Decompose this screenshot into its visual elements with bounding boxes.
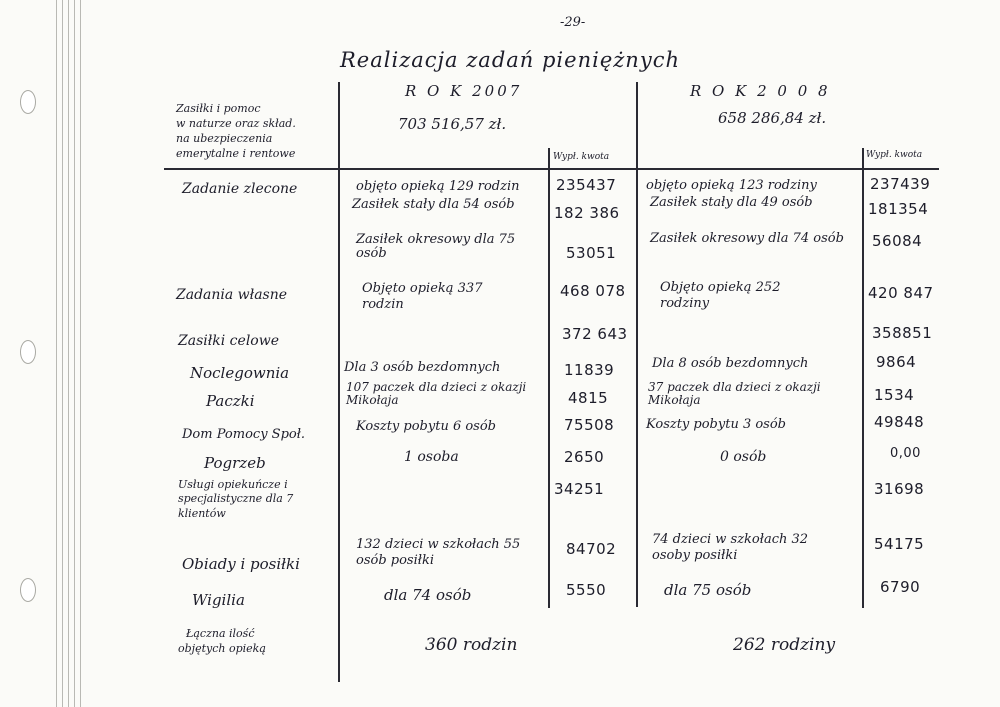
column-divider bbox=[636, 82, 638, 607]
row-amount-2007: 4815 bbox=[568, 389, 609, 407]
amount-column-header: Wypł. kwota bbox=[553, 152, 610, 162]
row-desc-2008: 0 osób bbox=[720, 449, 767, 465]
row-amount-2007: 53051 bbox=[566, 244, 617, 262]
row-amount-2008: 9864 bbox=[876, 353, 917, 371]
row-desc-2007: dla 74 osób bbox=[384, 586, 472, 604]
row-desc-2007: Koszty pobytu 6 osób bbox=[356, 419, 497, 434]
row-desc-2008: objęto opieką 123 rodziny bbox=[646, 178, 817, 193]
row-amount-2008: 181354 bbox=[868, 200, 929, 218]
row-desc-2007: 132 dzieci w szkołach 55 osób posiłki bbox=[356, 537, 521, 569]
row-desc-2008: 74 dzieci w szkołach 32 osoby posiłki bbox=[652, 532, 809, 564]
row-desc-2008: 37 paczek dla dzieci z okazji Mikołaja bbox=[648, 380, 821, 408]
row-amount-2008: 56084 bbox=[872, 232, 923, 250]
year-2008-heading: R O K 2 0 0 8 bbox=[690, 82, 831, 100]
row-amount-2007: 75508 bbox=[564, 416, 615, 434]
column-divider bbox=[862, 148, 864, 608]
row-label: Pogrzeb bbox=[204, 454, 266, 472]
total-2007: 703 516,57 zł. bbox=[398, 115, 507, 133]
row-desc-2007: Objęto opieką 337 rodzin bbox=[362, 281, 483, 312]
column-divider bbox=[548, 148, 550, 608]
header-label-line: w naturze oraz skład. bbox=[176, 117, 296, 130]
amount-column-header: Wypł. kwota bbox=[866, 150, 923, 160]
header-label-line: na ubezpieczenia bbox=[176, 132, 273, 145]
row-desc-2008: dla 75 osób bbox=[664, 581, 752, 599]
footer-label-line: Łączna ilość bbox=[186, 627, 255, 640]
row-label: Zadania własne bbox=[176, 287, 288, 303]
column-divider bbox=[338, 82, 340, 682]
margin-line bbox=[68, 0, 69, 707]
header-label-line: Zasiłki i pomoc bbox=[176, 102, 261, 115]
year-2007-heading: R O K 2007 bbox=[405, 82, 523, 100]
row-desc-2008: Zasiłek okresowy dla 74 osób bbox=[650, 231, 844, 246]
row-amount-2007: 11839 bbox=[564, 361, 615, 379]
header-label-line: emerytalne i rentowe bbox=[176, 147, 296, 160]
row-amount-2008: 358851 bbox=[872, 324, 933, 342]
row-desc-2007: Dla 3 osób bezdomnych bbox=[344, 360, 501, 375]
punch-hole bbox=[20, 90, 36, 114]
row-amount-2007: 2650 bbox=[564, 448, 605, 466]
row-amount-2007: 182 386 bbox=[554, 204, 620, 222]
row-amount-2007: 5550 bbox=[566, 581, 607, 599]
row-amount-2008: 0,00 bbox=[890, 446, 921, 461]
row-desc-2007: 107 paczek dla dzieci z okazji Mikołaja bbox=[346, 380, 527, 408]
row-label: Zasiłki celowe bbox=[178, 333, 279, 349]
row-label: Usługi opiekuńcze i specjalistyczne dla 7 klientów bbox=[178, 478, 294, 520]
row-amount-2008: 1534 bbox=[874, 386, 915, 404]
page-title: Realizacja zadań pieniężnych bbox=[340, 48, 680, 72]
row-label: Zadanie zlecone bbox=[182, 181, 298, 197]
row-amount-2007: 235437 bbox=[556, 176, 617, 194]
row-label: Noclegownia bbox=[190, 364, 290, 382]
footer-total-2007: 360 rodzin bbox=[425, 635, 518, 655]
margin-line bbox=[62, 0, 63, 707]
margin-line bbox=[80, 0, 81, 707]
total-2008: 658 286,84 zł. bbox=[718, 109, 827, 127]
margin-line bbox=[56, 0, 57, 707]
page-number: -29- bbox=[560, 15, 586, 30]
punch-hole bbox=[20, 578, 36, 602]
row-amount-2008: 420 847 bbox=[868, 284, 934, 302]
row-amount-2008: 6790 bbox=[880, 578, 921, 596]
row-desc-2007: Zasiłek okresowy dla 75 osób bbox=[356, 232, 516, 262]
row-desc-2008: Objęto opieką 252 rodziny bbox=[660, 280, 781, 311]
row-label: Paczki bbox=[206, 392, 255, 410]
row-desc-2008: Koszty pobytu 3 osób bbox=[646, 417, 787, 432]
row-amount-2008: 237439 bbox=[870, 175, 931, 193]
row-amount-2007: 34251 bbox=[554, 480, 605, 498]
row-label: Dom Pomocy Społ. bbox=[182, 427, 306, 442]
row-desc-2007: objęto opieką 129 rodzin bbox=[356, 179, 520, 194]
row-desc-2008: Dla 8 osób bezdomnych bbox=[652, 356, 809, 371]
row-amount-2008: 54175 bbox=[874, 535, 925, 553]
row-desc-2008: Zasiłek stały dla 49 osób bbox=[650, 195, 813, 210]
row-amount-2008: 49848 bbox=[874, 413, 925, 431]
row-amount-2007: 372 643 bbox=[562, 325, 628, 343]
footer-total-2008: 262 rodziny bbox=[733, 635, 836, 655]
row-amount-2008: 31698 bbox=[874, 480, 925, 498]
footer-label-line: objętych opieką bbox=[178, 642, 266, 655]
margin-line bbox=[74, 0, 75, 707]
row-desc-2007: 1 osoba bbox=[404, 449, 459, 465]
row-label: Wigilia bbox=[192, 591, 245, 609]
row-amount-2007: 84702 bbox=[566, 540, 617, 558]
row-amount-2007: 468 078 bbox=[560, 282, 626, 300]
punch-hole bbox=[20, 340, 36, 364]
header-rule bbox=[164, 168, 939, 170]
row-desc-2007: Zasiłek stały dla 54 osób bbox=[352, 197, 515, 212]
row-label: Obiady i posiłki bbox=[182, 555, 300, 573]
